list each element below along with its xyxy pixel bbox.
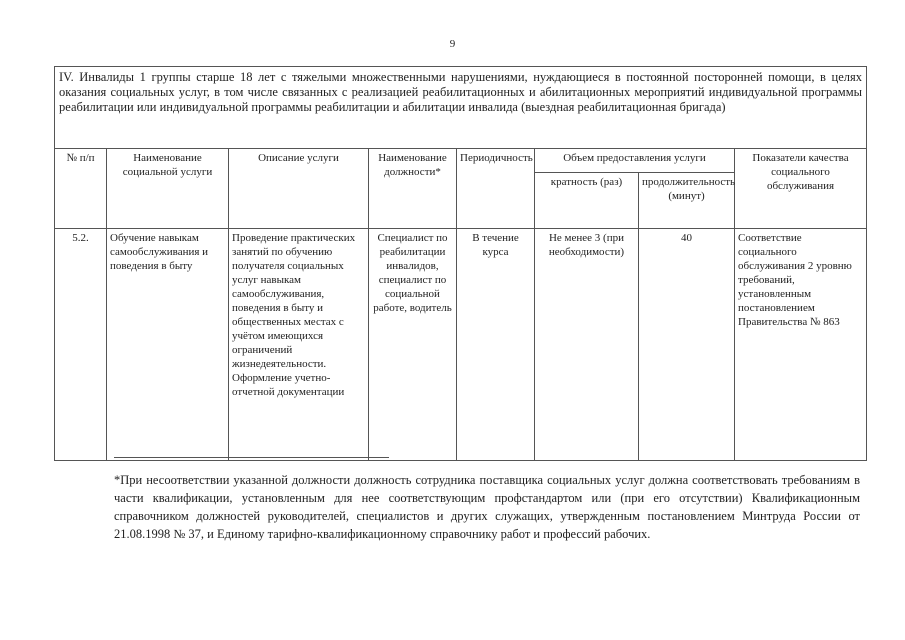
cell-description: Проведение практических занятий по обучению получателя социальных услуг навыкам самообслуживания, поведения в быту и общественных местах с учётом имеющихся ограничений жизнедеятельности. Оформление учетно-отчетной документации — [229, 229, 369, 461]
page-number: 9 — [449, 38, 456, 50]
cell-service-name: Обучение навыкам самообслуживания и поведения в быту — [107, 229, 229, 461]
footnote: *При несоответствии указанной должности должность сотрудника поставщика социальных услуг должна соответствовать требованиям в части квалификации, установленным для нее соответствующим профстандартом или (при его отсутствии) Квалификационным справочником должностей руководителей, специалистов и других служащих, утвержденным постановлением Минтруда России от 21.08.1998 № 37, и Единому тарифно-квалификационному справочнику работ и профессий рабочих. — [114, 473, 860, 541]
cell-num: 5.2. — [55, 229, 107, 461]
cell-position: Специалист по реабилитации инвалидов, специалист по социальной работе, водитель — [369, 229, 457, 461]
footnote-divider — [114, 457, 389, 458]
cell-quality: Соответствие социального обслуживания 2 уровню требований, установленным постановлением Правительства № 863 — [735, 229, 867, 461]
section-title: IV. Инвалиды 1 группы старше 18 лет с тяжелыми множественными нарушениями, нуждающиеся в постоянной посторонней помощи, в целях оказания социальных услуг, в том числе связанных с реализацией реабилитационных и абилитационных мероприятий индивидуальной программы реабилитации или индивидуальной программы реабилитации и абилитации инвалида (выездная реабилитационная бригада) — [55, 67, 867, 149]
header-duration: продолжительность (минут) — [639, 173, 735, 229]
header-periodicity: Периодичность — [457, 149, 535, 229]
header-num: № п/п — [55, 149, 107, 229]
header-description: Описание услуги — [229, 149, 369, 229]
header-frequency: кратность (раз) — [535, 173, 639, 229]
cell-periodicity: В течение курса — [457, 229, 535, 461]
cell-duration: 40 — [639, 229, 735, 461]
table-row — [55, 229, 867, 461]
header-volume: Объем предоставления услуги — [535, 149, 735, 173]
header-position: Наименование должности* — [369, 149, 457, 229]
header-quality: Показатели качества социального обслуживания — [735, 149, 867, 229]
services-table — [54, 66, 867, 461]
header-service-name: Наименование социальной услуги — [107, 149, 229, 229]
cell-frequency: Не менее 3 (при необходимости) — [535, 229, 639, 461]
